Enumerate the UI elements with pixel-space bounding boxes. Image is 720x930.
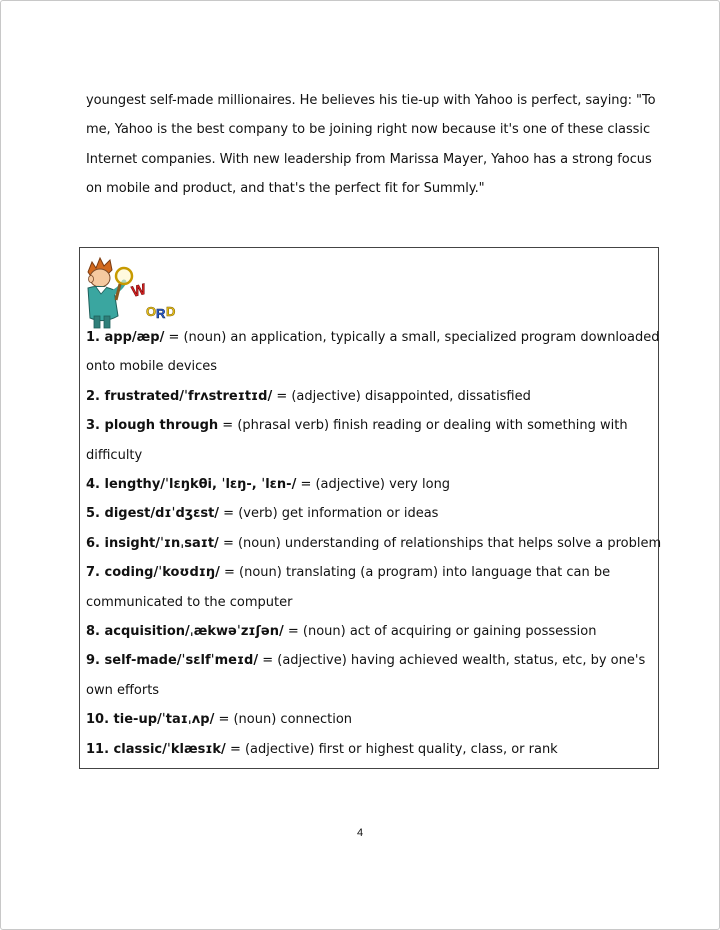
- vocab-definition: = (adjective) disappointed, dissatisfied: [272, 388, 531, 404]
- vocab-entry: [86, 323, 660, 382]
- vocab-entry: [86, 411, 654, 470]
- vocab-definition: = (phrasal verb) finish reading or dealing with something with: [218, 418, 628, 434]
- vocab-definition: = (verb) get information or ideas: [219, 506, 439, 522]
- vocab-definition: = (noun) act of acquiring or gaining possession: [283, 624, 597, 640]
- intro-line: Internet companies. With new leadership from Marissa Mayer, Yahoo has a strong focus: [86, 151, 652, 167]
- vocab-entry: [86, 470, 654, 499]
- vocab-term: 8. acquisition/ˌækwəˈzɪʃən/: [86, 624, 284, 640]
- vocabulary-box: [79, 247, 662, 769]
- vocab-term: 11. classic/ˈklæsɪk/: [86, 741, 226, 757]
- vocab-entry: [86, 705, 654, 734]
- vocab-definition-continued: onto mobile devices: [86, 359, 218, 375]
- vocab-term: 9. self-made/ˈsɛlfˈmeɪd/: [86, 653, 259, 669]
- icon-letter: W: [129, 280, 148, 301]
- icon-letter: D: [166, 304, 176, 319]
- vocab-definition: = (noun) translating (a program) into language that can be: [219, 565, 611, 581]
- vocab-entry: [86, 382, 654, 411]
- vocab-term: 3. plough through: [86, 418, 219, 434]
- vocab-definition: = (noun) an application, typically a small, specialized program downloaded: [164, 330, 660, 345]
- vocab-entry: [86, 735, 654, 764]
- vocab-term: 2. frustrated/ˈfrʌstreɪtɪd/: [86, 388, 273, 404]
- icon-letter: O: [146, 304, 157, 319]
- intro-line: on mobile and product, and that's the perfect fit for Summly.": [86, 181, 485, 197]
- vocab-definition: = (noun) understanding of relationships that helps solve a problem: [218, 535, 662, 551]
- vocab-term: 7. coding/ˈkoʊdɪŋ/: [86, 565, 220, 581]
- vocab-definition: = (adjective) very long: [296, 477, 451, 493]
- vocab-entry: [86, 529, 662, 558]
- vocab-term: 10. tie-up/ˈtaɪˌʌp/: [86, 712, 215, 728]
- vocab-term: 5. digest/dɪˈdʒɛst/: [86, 506, 220, 522]
- vocab-term: 1. app/æp/: [86, 330, 165, 345]
- vocab-definition-continued: difficulty: [86, 447, 143, 463]
- intro-paragraph: [86, 86, 686, 204]
- intro-line: youngest self-made millionaires. He believes his tie-up with Yahoo is perfect, saying: "To: [86, 93, 656, 108]
- vocab-definition-continued: communicated to the computer: [86, 594, 293, 610]
- intro-line: me, Yahoo is the best company to be joining right now because it's one of these classic: [86, 122, 651, 138]
- vocab-entry: [86, 617, 654, 646]
- vocab-definition: = (noun) connection: [214, 712, 353, 728]
- vocab-entry: [86, 499, 654, 528]
- vocabulary-list: [86, 323, 662, 764]
- vocab-entry: [86, 646, 654, 705]
- word-magnifier-icon: [80, 254, 178, 330]
- vocab-definition: = (adjective) having achieved wealth, status, etc, by one's: [258, 653, 646, 669]
- icon-letter: R: [156, 306, 166, 321]
- page-number: 4: [356, 827, 364, 839]
- vocab-term: 4. lengthy/ˈlɛŋkθi, ˈlɛŋ-, ˈlɛn-/: [86, 477, 297, 493]
- vocab-term: 6. insight/ˈɪnˌsaɪt/: [86, 535, 219, 551]
- vocab-entry: [86, 558, 654, 617]
- vocab-definition-continued: own efforts: [86, 682, 160, 698]
- vocab-definition: = (adjective) first or highest quality, class, or rank: [225, 741, 558, 757]
